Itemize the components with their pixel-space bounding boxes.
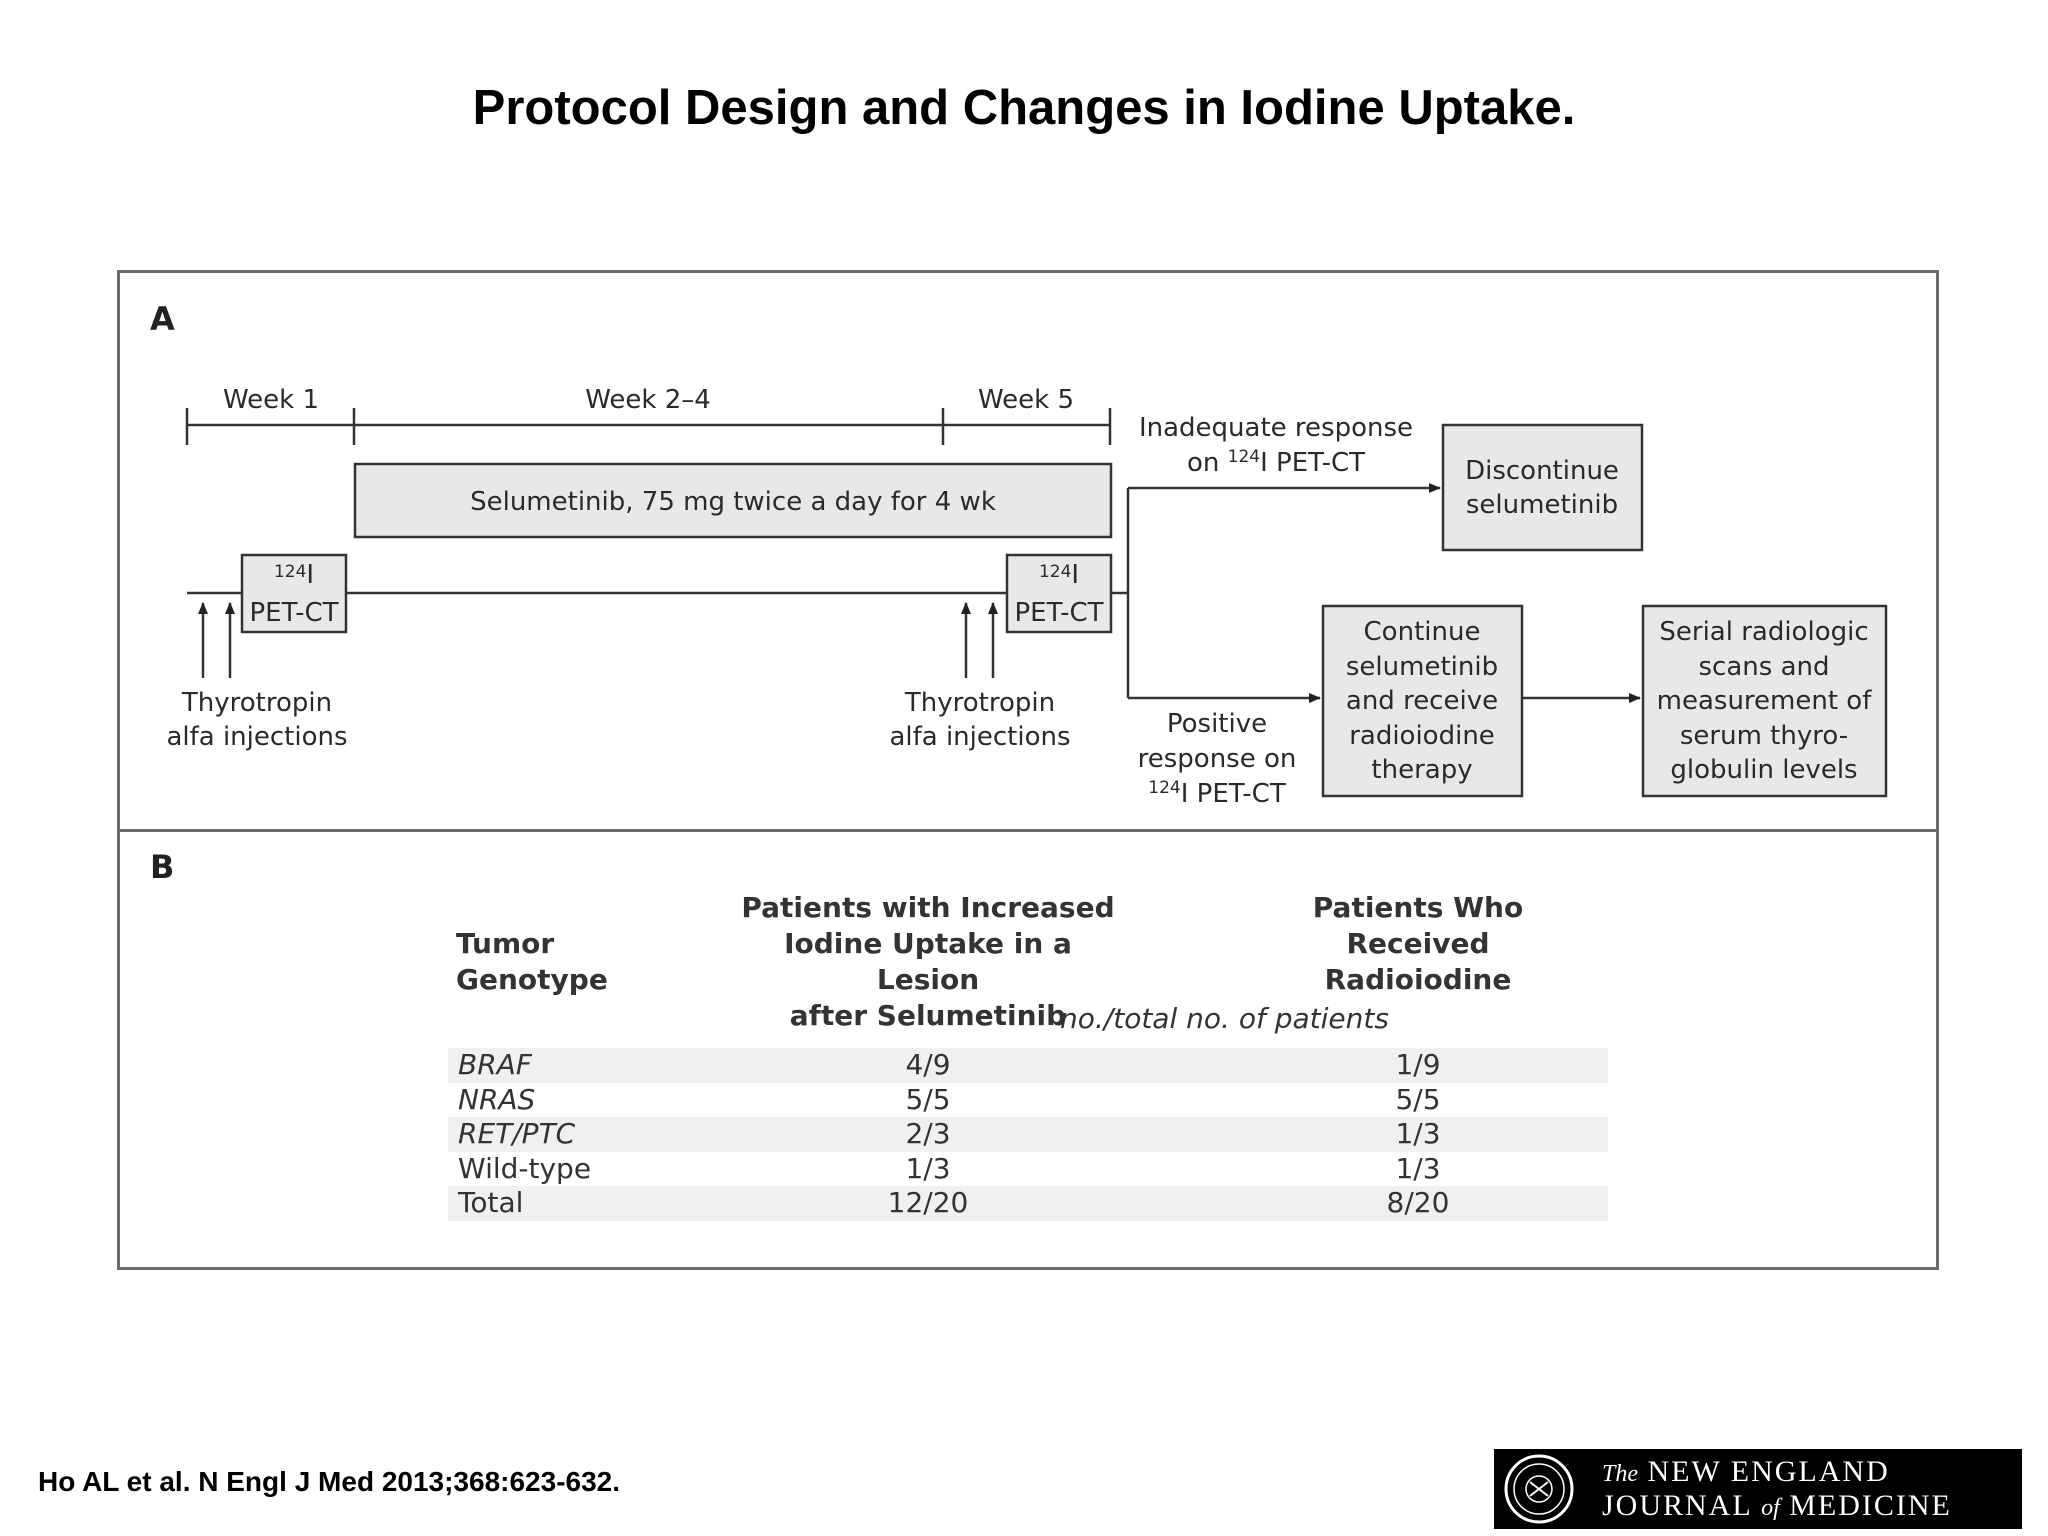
injections-baseline-line2: alfa injections [166,722,348,752]
injections-week5-line1: Thyrotropin [904,688,1056,718]
journal-medicine: MEDICINE [1789,1489,1952,1522]
table-row [448,1048,1608,1083]
table-row [448,1117,1608,1152]
continue-line: and receive [1345,686,1499,716]
units-label: no./total no. of patients [1060,1002,1389,1035]
serial-box-text [1657,617,1873,785]
inadequate-response-line1: Inadequate response [1138,413,1414,443]
cell-genotype: RET/PTC [458,1117,576,1150]
journal-new-england: NEW ENGLAND [1647,1455,1890,1488]
journal-of: of [1761,1495,1780,1521]
cell-received: 1/3 [1395,1151,1441,1185]
column-header-received-radioiodine [1248,890,1588,998]
discontinue-box [1443,425,1642,550]
journal-seal-icon [1502,1452,1576,1526]
serial-line: serum thyro- [1679,721,1849,751]
citation: Ho AL et al. N Engl J Med 2013;368:623-632. [38,1466,621,1497]
table-row [448,1083,1608,1118]
cell-increased: 4/9 [905,1048,951,1081]
continue-line: therapy [1371,755,1473,785]
journal-the: The [1602,1461,1638,1487]
discontinue-line2: selumetinib [1465,490,1619,520]
panel-b-label: B [150,848,175,886]
cell-genotype: NRAS [458,1082,536,1116]
positive-response-line1: Positive [1166,709,1268,739]
header-line: Patients with Increased [741,891,1115,924]
serial-line: scans and [1698,652,1830,682]
cell-increased: 12/20 [887,1186,969,1219]
continue-line: selumetinib [1345,652,1499,682]
header-line: Tumor [456,927,555,960]
pet-ct-week5-label: PET-CT [1014,598,1104,628]
slide-title: Protocol Design and Changes in Iodine Uptake. [472,81,1576,135]
header-line: Genotype [456,963,608,996]
cell-received: 8/20 [1386,1186,1450,1219]
header-line: Received [1346,927,1490,960]
header-line: after Selumetinib [789,999,1067,1032]
week-1-label: Week 1 [222,385,320,415]
table-row [448,1152,1608,1187]
cell-increased: 1/3 [905,1151,951,1185]
cell-received: 5/5 [1395,1082,1441,1116]
cell-genotype: Wild-type [458,1151,592,1185]
panel-a-label: A [150,300,175,338]
week-5-label: Week 5 [977,385,1075,415]
continue-line: Continue [1363,617,1481,647]
positive-response-line3: $^{124}$I PET-CT [1148,778,1286,809]
pet-ct-week5-isotope: $^{124}$I [1038,560,1080,590]
discontinue-line1: Discontinue [1465,456,1619,486]
journal-logo [1494,1449,2022,1529]
pet-ct-baseline-label: PET-CT [249,598,339,628]
journal-name-line2 [1602,1489,1952,1523]
cell-received: 1/9 [1395,1048,1441,1081]
injections-week5-line2: alfa injections [889,722,1071,752]
header-line: Radioiodine [1324,963,1512,996]
inadequate-response-line2: on $^{124}$I PET-CT [1186,447,1366,478]
continue-line: radioiodine [1349,721,1495,751]
column-header-genotype [456,926,656,998]
cell-increased: 2/3 [905,1117,951,1150]
pet-ct-baseline-isotope: $^{124}$I [273,560,315,590]
cell-genotype: BRAF [458,1048,532,1081]
journal-name-line1 [1602,1455,1890,1489]
selumetinib-bar-label: Selumetinib, 75 mg twice a day for 4 wk [470,487,996,517]
injections-baseline-line1: Thyrotropin [181,688,333,718]
header-line: Patients Who [1312,891,1524,924]
table-body [448,1048,1608,1221]
cell-increased: 5/5 [905,1082,951,1116]
positive-response-line2: response on [1137,744,1297,774]
serial-line: measurement of [1656,686,1872,716]
week-2-4-label: Week 2–4 [585,385,711,415]
cell-received: 1/3 [1395,1117,1441,1150]
header-line: Iodine Uptake in a Lesion [784,927,1072,996]
serial-line: Serial radiologic [1659,617,1869,647]
table-row [448,1186,1608,1221]
serial-line: globulin levels [1670,755,1858,785]
cell-genotype: Total [458,1186,524,1219]
journal-journal: JOURNAL [1602,1489,1752,1522]
